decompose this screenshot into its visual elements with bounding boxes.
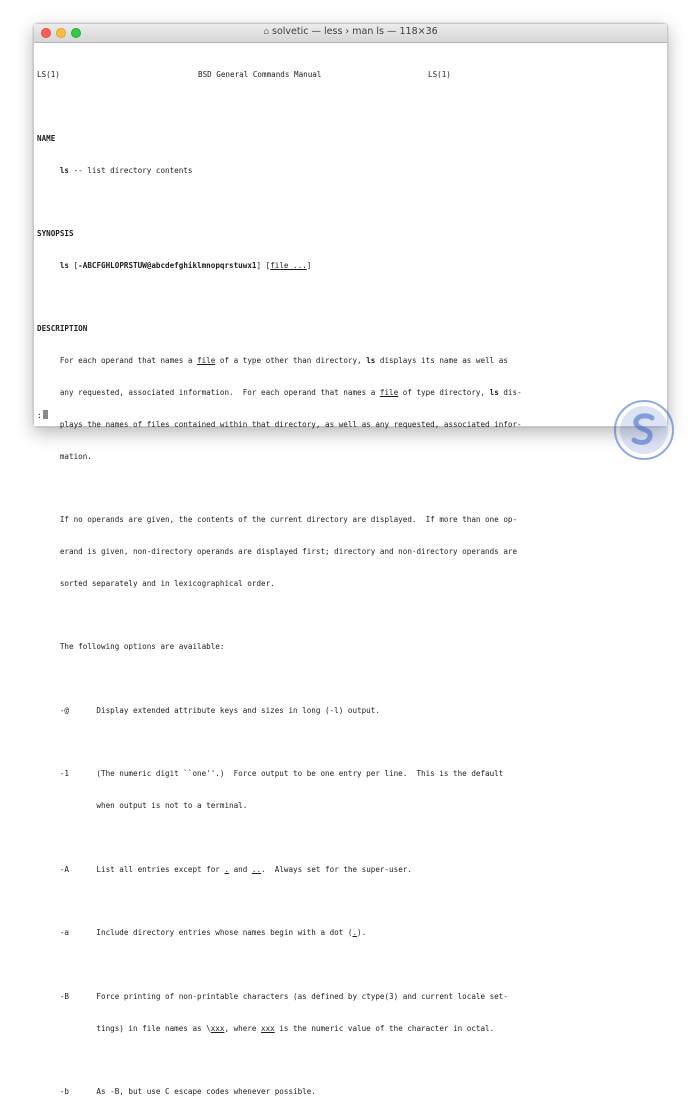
name-command: ls <box>59 165 70 175</box>
window-title <box>34 26 667 37</box>
title-bar[interactable] <box>34 24 667 43</box>
desc-line: The following options are available: <box>37 642 225 652</box>
option-text: and <box>229 864 252 874</box>
desc-text: of a type other than directory, <box>215 356 367 366</box>
option-text: , where <box>224 1023 262 1033</box>
option-xxx: xxx <box>261 1023 275 1033</box>
synopsis-command: ls <box>59 260 70 270</box>
solvetic-logo-icon <box>612 398 676 462</box>
option-xxx: xxx <box>210 1023 225 1033</box>
desc-text: of type directory, <box>398 388 490 397</box>
text-cursor <box>43 410 48 419</box>
name-description: -- list directory contents <box>69 165 193 175</box>
description-heading: DESCRIPTION <box>37 324 88 334</box>
desc-file: file <box>197 356 216 366</box>
desc-line: sorted separately and in lexicographical order. <box>37 578 275 588</box>
man-header <box>37 70 667 81</box>
desc-ls: ls <box>489 388 499 397</box>
header-left: LS(1) <box>37 70 60 80</box>
option-B-cont <box>37 1024 667 1035</box>
desc-line: plays the names of files contained within that directory, as well as any requested, associated infor- <box>37 419 522 429</box>
synopsis-options: -ABCFGHLOPRSTUW@abcdefghiklmnopqrstuwx1 <box>78 260 257 270</box>
desc-text: dis- <box>498 388 522 397</box>
terminal-window <box>33 23 668 1097</box>
less-prompt[interactable] <box>37 410 48 420</box>
name-heading: NAME <box>37 133 56 143</box>
desc-line <box>37 388 667 399</box>
option-b: -b As -B, but use C escape codes whenever possible. <box>37 1087 316 1097</box>
option-dotdot: .. <box>251 864 262 874</box>
desc-line: mation. <box>37 451 92 461</box>
option-dot: . <box>224 864 230 874</box>
synopsis-heading: SYNOPSIS <box>37 229 74 239</box>
option-text: ). <box>357 928 367 938</box>
option-at: -@ Display extended attribute keys and sizes in long (-l) output. <box>37 705 380 715</box>
desc-line <box>37 356 667 367</box>
synopsis-bracket: ] <box>306 260 312 270</box>
option-text: tings) in file names as \ <box>37 1023 211 1033</box>
desc-text: For each operand that names a <box>37 356 198 366</box>
option-A <box>37 865 667 876</box>
option-1-cont: when output is not to a terminal. <box>37 801 248 811</box>
synopsis-file: file ... <box>270 260 307 270</box>
window-title-text: solvetic — less › man ls — 118×36 <box>272 26 438 37</box>
option-text: -A List all entries except for <box>37 864 225 874</box>
terminal-content[interactable] <box>34 43 667 1097</box>
desc-line: erand is given, non-directory operands are displayed first; directory and non-directory operands are <box>37 546 518 556</box>
option-dot: . <box>352 928 358 938</box>
prompt-colon: : <box>37 411 42 420</box>
synopsis-bracket: [ <box>69 260 79 270</box>
name-line <box>37 166 667 177</box>
synopsis-line <box>37 261 667 272</box>
synopsis-bracket: ] [ <box>256 260 271 270</box>
option-text: . Always set for the super-user. <box>261 864 412 874</box>
desc-text: any requested, associated information. For each operand that names a <box>37 388 380 397</box>
option-text: is the numeric value of the character in octal. <box>274 1023 495 1033</box>
header-right: LS(1) <box>428 70 451 80</box>
option-1: -1 (The numeric digit ``one''.) Force output to be one entry per line. This is the default <box>37 769 504 779</box>
header-center: BSD General Commands Manual <box>198 70 322 80</box>
option-a <box>37 928 667 939</box>
desc-text: displays its name as well as <box>375 356 508 366</box>
desc-file: file <box>379 388 399 397</box>
desc-line: If no operands are given, the contents of the current directory are displayed. If more than one op- <box>37 515 518 525</box>
option-B: -B Force printing of non-printable characters (as defined by ctype(3) and current locale set- <box>37 991 508 1001</box>
home-icon: ⌂ <box>263 27 270 37</box>
option-text: -a Include directory entries whose names begin with a dot ( <box>37 928 353 938</box>
desc-ls: ls <box>366 356 376 366</box>
